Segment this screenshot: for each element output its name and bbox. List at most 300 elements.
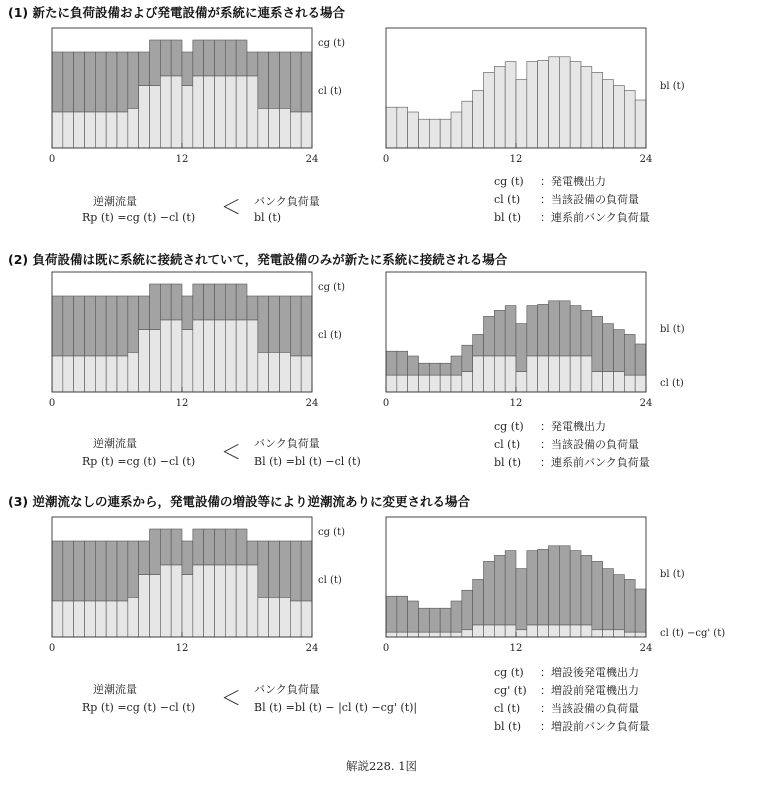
reverse-flow-eq-1: Rp (t) =cg (t) −cl (t)	[82, 211, 196, 224]
s2-low-bar-6	[451, 375, 462, 392]
s2-cl-bar-16	[225, 320, 236, 392]
s3-low-bar-20	[603, 630, 614, 637]
s1-cg-bar-13	[193, 40, 204, 76]
s2-low-bar-0	[386, 375, 397, 392]
s1-bl-bar-17	[570, 62, 581, 148]
s1-bl-bar-7	[462, 101, 473, 148]
s1-bl-bar-5	[440, 119, 451, 148]
s1-cg-bar-8	[139, 52, 150, 86]
s1-bl-label: bl (t)	[660, 81, 685, 93]
less-than-3: ＜	[221, 686, 241, 710]
s1-bl-bar-6	[451, 112, 462, 148]
bank-load-eq-2: Bl (t) =bl (t) −cl (t)	[254, 455, 361, 468]
legend-3-sym-3: bl (t)	[494, 720, 522, 733]
s1-bl-bar-4	[429, 119, 440, 148]
legend-2-sym-0: cg (t)	[494, 420, 524, 433]
s2-bl-bar-4	[429, 363, 440, 375]
s2-bl-bar-5	[440, 363, 451, 375]
s2-low-bar-14	[538, 356, 549, 392]
s1-cg-label: cg (t)	[318, 38, 346, 49]
s1-bl-bar-12	[516, 80, 527, 148]
s1-bl-bar-13	[527, 62, 538, 148]
s1-cg-bar-15	[215, 40, 226, 76]
legend-1-sym-1: cl (t)	[494, 193, 521, 206]
s3-cg-bar-18	[247, 541, 258, 565]
s2-cl-bar-20	[269, 352, 280, 392]
s2-low-bar-5	[440, 375, 451, 392]
s3-cl-bar-14	[204, 565, 215, 637]
s3-low-bar-22	[624, 632, 635, 637]
s1-right-tick-label-12: 12	[509, 154, 523, 165]
s3-bl-bar-15	[549, 546, 560, 625]
legend-2-sym-1: cl (t)	[494, 438, 521, 451]
s3-bl-bar-22	[624, 579, 635, 632]
s2-low-bar-18	[581, 356, 592, 392]
s3-cl-bar-18	[247, 565, 258, 637]
s3-bl-bar-10	[494, 555, 505, 625]
s3-low-bar-11	[505, 625, 516, 637]
s2-low-bar-4	[429, 375, 440, 392]
legend-3-sym-0: cg (t)	[494, 666, 524, 679]
s2-low-bar-9	[484, 356, 495, 392]
s1-left-tick-label-24: 24	[305, 154, 319, 165]
s1-cg-bar-0	[52, 52, 63, 112]
s2-cg-bar-12	[182, 296, 193, 330]
s1-cg-bar-21	[280, 52, 291, 108]
s2-cl-bar-14	[204, 320, 215, 392]
s3-low-bar-23	[635, 632, 646, 637]
s2-cl-bar-2	[74, 356, 85, 392]
s3-cg-bar-4	[95, 541, 106, 601]
s3-low-bar-8	[473, 625, 484, 637]
s2-cg-bar-10	[160, 284, 171, 320]
s2-right-tick-label-24: 24	[639, 398, 653, 409]
s3-cg-bar-19	[258, 541, 269, 597]
s2-low-bar-1	[397, 375, 408, 392]
s2-cl-bar-1	[63, 356, 74, 392]
s2-cl-bar-6	[117, 356, 128, 392]
s1-cg-bar-4	[95, 52, 106, 112]
bank-load-label-2: バンク負荷量	[254, 437, 320, 450]
s2-low-bar-7	[462, 372, 473, 392]
s3-low-bar-15	[549, 625, 560, 637]
s1-cl-bar-5	[106, 112, 117, 148]
s2-right-tick-label-12: 12	[509, 398, 523, 409]
s3-bl-bar-19	[592, 561, 603, 629]
s2-cg-bar-16	[225, 284, 236, 320]
s1-cg-bar-12	[182, 52, 193, 86]
legend-2-desc-1: ：当該設備の負荷量	[540, 438, 639, 451]
s3-low-bar-19	[592, 630, 603, 637]
s3-bl-label: bl (t)	[660, 569, 685, 580]
s1-left-tick-label-0: 0	[48, 154, 56, 165]
s3-cg-bar-0	[52, 541, 63, 601]
s2-low-bar-23	[635, 375, 646, 392]
s3-low-bar-10	[494, 625, 505, 637]
s2-cg-bar-2	[74, 296, 85, 356]
s2-low-bar-10	[494, 356, 505, 392]
s3-cl-bar-17	[236, 565, 247, 637]
reverse-flow-label-1: 逆潮流量	[93, 195, 137, 208]
s3-low-bar-17	[570, 625, 581, 637]
s3-bl-bar-6	[451, 601, 462, 632]
s1-cl-bar-4	[95, 112, 106, 148]
s3-cl-bar-23	[301, 601, 312, 637]
s3-cg-bar-10	[160, 529, 171, 565]
s1-bl-bar-11	[505, 62, 516, 148]
s2-low-bar-19	[592, 372, 603, 392]
s2-cg-bar-3	[85, 296, 96, 356]
s3-cl-bar-5	[106, 601, 117, 637]
s2-bl-bar-20	[603, 324, 614, 372]
s3-cl-bar-12	[182, 575, 193, 637]
s1-bl-bar-23	[635, 100, 646, 148]
s2-cg-bar-8	[139, 296, 150, 330]
s2-cg-bar-22	[290, 296, 301, 356]
s2-cg-bar-14	[204, 284, 215, 320]
s1-cg-bar-20	[269, 52, 280, 108]
legend-2-sym-2: bl (t)	[494, 456, 522, 469]
s3-low-bar-12	[516, 630, 527, 637]
bank-load-label-1: バンク負荷量	[254, 195, 320, 208]
s2-cg-bar-5	[106, 296, 117, 356]
s3-cl-bar-1	[63, 601, 74, 637]
s3-cl-bar-15	[215, 565, 226, 637]
s3-cl-bar-6	[117, 601, 128, 637]
reverse-flow-label-3: 逆潮流量	[93, 683, 137, 696]
s2-cl-bar-22	[290, 356, 301, 392]
s2-cg-bar-9	[150, 284, 161, 330]
s2-left-tick-label-0: 0	[48, 398, 56, 409]
s3-cg-bar-20	[269, 541, 280, 597]
s3-cg-bar-12	[182, 541, 193, 575]
s3-right-tick-label-0: 0	[382, 643, 390, 654]
s1-cg-bar-11	[171, 40, 182, 76]
s1-bl-bar-2	[408, 112, 419, 148]
s3-low-bar-16	[559, 625, 570, 637]
s3-low-bar-3	[419, 632, 430, 637]
s2-bl-bar-8	[473, 334, 484, 356]
s2-bl-bar-2	[408, 356, 419, 375]
s3-low-bar-14	[538, 625, 549, 637]
section-1-heading: (1) 新たに負荷設備および発電設備が系統に連系される場合	[8, 5, 345, 20]
s3-cl-bar-3	[85, 601, 96, 637]
less-than-2: ＜	[221, 440, 241, 464]
s1-cl-bar-7	[128, 108, 139, 148]
s3-cg-bar-6	[117, 541, 128, 601]
s2-cg-bar-1	[63, 296, 74, 356]
s1-bl-bar-9	[484, 72, 495, 148]
s3-cl-bar-4	[95, 601, 106, 637]
s3-left-tick-label-0: 0	[48, 643, 56, 654]
s3-cg-bar-7	[128, 541, 139, 597]
legend-1-desc-1: ：当該設備の負荷量	[540, 193, 639, 206]
s2-cl-bar-9	[150, 330, 161, 392]
s1-cl-bar-2	[74, 112, 85, 148]
legend-3-desc-3: ：増設前バンク負荷量	[540, 720, 650, 733]
s2-low-bar-20	[603, 372, 614, 392]
s3-cg-bar-21	[280, 541, 291, 597]
s3-low-bar-4	[429, 632, 440, 637]
s2-cg-bar-4	[95, 296, 106, 356]
s2-cl-label: cl (t)	[660, 378, 684, 389]
s1-bl-bar-15	[549, 57, 560, 148]
s3-cl-bar-10	[160, 565, 171, 637]
s2-cg-bar-21	[280, 296, 291, 352]
s3-bl-bar-12	[516, 569, 527, 630]
s3-cg-label: cg (t)	[318, 527, 346, 538]
s2-cg-bar-19	[258, 296, 269, 352]
s1-cl-bar-23	[301, 112, 312, 148]
s1-cl-bar-19	[258, 108, 269, 148]
s2-cl-bar-18	[247, 320, 258, 392]
s3-bl-bar-1	[397, 596, 408, 632]
s2-cl-label: cl (t)	[318, 330, 342, 341]
legend-2-desc-0: ：発電機出力	[540, 420, 606, 433]
s3-bl-bar-14	[538, 549, 549, 625]
s3-bl-bar-21	[614, 575, 625, 630]
s3-low-bar-1	[397, 632, 408, 637]
s1-cg-bar-6	[117, 52, 128, 112]
s1-bl-bar-19	[592, 72, 603, 148]
s1-cl-bar-18	[247, 76, 258, 148]
s1-cl-bar-16	[225, 76, 236, 148]
s3-bl-bar-23	[635, 589, 646, 632]
s3-cg-bar-23	[301, 541, 312, 601]
s1-cl-bar-1	[63, 112, 74, 148]
s1-cl-bar-17	[236, 76, 247, 148]
legend-1-sym-0: cg (t)	[494, 175, 524, 188]
s1-cl-bar-21	[280, 108, 291, 148]
s1-cg-bar-10	[160, 40, 171, 76]
s2-bl-bar-14	[538, 304, 549, 356]
s1-bl-bar-10	[494, 66, 505, 148]
s1-cl-bar-11	[171, 76, 182, 148]
s2-bl-bar-0	[386, 351, 397, 375]
s2-cl-bar-11	[171, 320, 182, 392]
s3-cl-bar-22	[290, 601, 301, 637]
s1-bl-bar-8	[473, 90, 484, 148]
s2-bl-bar-22	[624, 334, 635, 375]
s2-low-bar-8	[473, 356, 484, 392]
s2-cl-bar-13	[193, 320, 204, 392]
s1-cg-bar-23	[301, 52, 312, 112]
s3-bl-bar-11	[505, 551, 516, 625]
s2-cl-bar-19	[258, 352, 269, 392]
s1-cg-bar-17	[236, 40, 247, 76]
s3-cg-bar-2	[74, 541, 85, 601]
s1-bl-bar-16	[559, 57, 570, 148]
s1-cg-bar-18	[247, 52, 258, 76]
s2-cl-bar-10	[160, 320, 171, 392]
s3-cl-bar-2	[74, 601, 85, 637]
s2-cg-bar-0	[52, 296, 63, 356]
s2-bl-bar-23	[635, 344, 646, 375]
s2-cl-bar-21	[280, 352, 291, 392]
s2-bl-bar-16	[559, 301, 570, 356]
s3-bl-bar-8	[473, 579, 484, 625]
s1-left-tick-label-12: 12	[175, 154, 189, 165]
s2-left-tick-label-24: 24	[305, 398, 319, 409]
s2-bl-label: bl (t)	[660, 324, 685, 335]
s3-low-bar-0	[386, 632, 397, 637]
s2-bl-bar-15	[549, 301, 560, 356]
s1-cl-bar-22	[290, 112, 301, 148]
legend-2-desc-2: ：連系前バンク負荷量	[540, 456, 650, 469]
s1-cl-bar-12	[182, 86, 193, 148]
legend-1-sym-2: bl (t)	[494, 211, 522, 224]
s3-cg-bar-14	[204, 529, 215, 565]
reverse-flow-eq-3: Rp (t) =cg (t) −cl (t)	[82, 701, 196, 714]
s3-left-tick-label-12: 12	[175, 643, 189, 654]
s3-right-tick-label-12: 12	[509, 643, 523, 654]
s1-bl-bar-20	[603, 80, 614, 148]
s3-cl-bar-20	[269, 597, 280, 637]
s1-cg-bar-16	[225, 40, 236, 76]
s1-cl-bar-15	[215, 76, 226, 148]
s1-bl-bar-0	[386, 107, 397, 148]
s1-cg-bar-9	[150, 40, 161, 86]
bank-load-eq-3: Bl (t) =bl (t) − |cl (t) −cg' (t)|	[254, 701, 418, 714]
s3-cg-bar-3	[85, 541, 96, 601]
s2-cl-bar-4	[95, 356, 106, 392]
s3-cl-label: cl (t)	[318, 575, 342, 586]
s3-bl-bar-2	[408, 601, 419, 632]
s2-low-bar-16	[559, 356, 570, 392]
s1-cg-bar-1	[63, 52, 74, 112]
s2-cl-bar-23	[301, 356, 312, 392]
s3-bl-bar-3	[419, 608, 430, 632]
s2-bl-bar-18	[581, 310, 592, 356]
s3-bl-bar-17	[570, 551, 581, 625]
s3-bl-bar-20	[603, 569, 614, 630]
s3-cg-bar-9	[150, 529, 161, 575]
s3-low-bar-6	[451, 632, 462, 637]
s3-bl-bar-9	[484, 561, 495, 625]
reverse-flow-eq-2: Rp (t) =cg (t) −cl (t)	[82, 455, 196, 468]
s3-cl-bar-9	[150, 575, 161, 637]
s3-cl-bar-19	[258, 597, 269, 637]
s2-low-bar-12	[516, 372, 527, 392]
s1-cl-bar-6	[117, 112, 128, 148]
s3-cl-bar-7	[128, 597, 139, 637]
s1-cl-bar-0	[52, 112, 63, 148]
s1-bl-bar-21	[614, 86, 625, 148]
s2-cg-label: cg (t)	[318, 282, 346, 293]
s1-bl-bar-1	[397, 107, 408, 148]
s2-cg-bar-20	[269, 296, 280, 352]
s2-cg-bar-23	[301, 296, 312, 356]
s1-right-tick-label-0: 0	[382, 154, 390, 165]
s1-bl-bar-18	[581, 66, 592, 148]
s3-left-tick-label-24: 24	[305, 643, 319, 654]
s1-cl-bar-3	[85, 112, 96, 148]
s3-cg-bar-16	[225, 529, 236, 565]
s3-bl-bar-7	[462, 590, 473, 630]
section-2-heading: (2) 負荷設備は既に系統に接続されていて，発電設備のみが新たに系統に接続される場合	[8, 252, 508, 267]
s1-bl-bar-3	[419, 119, 430, 148]
s2-bl-bar-9	[484, 316, 495, 356]
s2-low-bar-22	[624, 375, 635, 392]
s3-bl-bar-0	[386, 596, 397, 632]
s3-bl-bar-4	[429, 608, 440, 632]
s3-clcg-label: cl (t) −cg' (t)	[660, 627, 726, 639]
s3-bl-bar-5	[440, 608, 451, 632]
s2-low-bar-3	[419, 375, 430, 392]
s3-bl-bar-18	[581, 555, 592, 625]
s2-low-bar-21	[614, 372, 625, 392]
s2-bl-bar-19	[592, 316, 603, 371]
bank-load-label-3: バンク負荷量	[254, 683, 320, 696]
legend-1-desc-2: ：連系前バンク負荷量	[540, 211, 650, 224]
s2-cl-bar-0	[52, 356, 63, 392]
s1-right-tick-label-24: 24	[639, 154, 653, 165]
s3-cl-bar-16	[225, 565, 236, 637]
s1-cg-bar-22	[290, 52, 301, 112]
legend-3-desc-0: ：増設後発電機出力	[540, 666, 639, 679]
s2-cg-bar-6	[117, 296, 128, 356]
s3-low-bar-9	[484, 625, 495, 637]
s2-left-tick-label-12: 12	[175, 398, 189, 409]
s3-cg-bar-17	[236, 529, 247, 565]
s1-cg-bar-7	[128, 52, 139, 108]
s3-cg-bar-11	[171, 529, 182, 565]
s3-cl-bar-11	[171, 565, 182, 637]
s2-cl-bar-5	[106, 356, 117, 392]
s1-cg-bar-2	[74, 52, 85, 112]
s2-bl-bar-10	[494, 310, 505, 356]
s2-bl-bar-11	[505, 306, 516, 356]
s2-low-bar-13	[527, 356, 538, 392]
s2-cl-bar-17	[236, 320, 247, 392]
figure-caption: 解説228. 1図	[345, 759, 418, 773]
s3-low-bar-7	[462, 630, 473, 637]
s2-cg-bar-18	[247, 296, 258, 320]
s1-bl-bar-14	[538, 60, 549, 148]
s3-low-bar-18	[581, 625, 592, 637]
s2-bl-bar-1	[397, 351, 408, 375]
s2-cl-bar-12	[182, 330, 193, 392]
s2-bl-bar-12	[516, 324, 527, 372]
legend-1-desc-0: ：発電機出力	[540, 175, 606, 188]
s3-cl-bar-8	[139, 575, 150, 637]
legend-3-sym-2: cl (t)	[494, 702, 521, 715]
s2-cg-bar-7	[128, 296, 139, 352]
s2-bl-bar-6	[451, 356, 462, 375]
s2-bl-bar-13	[527, 306, 538, 356]
s1-bl-bar-22	[624, 90, 635, 148]
bank-load-eq-1: bl (t)	[254, 211, 282, 224]
s3-cl-bar-0	[52, 601, 63, 637]
less-than-1: ＜	[221, 195, 241, 219]
s3-low-bar-21	[614, 630, 625, 637]
s2-bl-bar-17	[570, 306, 581, 356]
s2-bl-bar-7	[462, 345, 473, 371]
s2-cg-bar-11	[171, 284, 182, 320]
s3-cg-bar-1	[63, 541, 74, 601]
legend-3-desc-1: ：増設前発電機出力	[540, 684, 639, 697]
s1-cl-bar-8	[139, 86, 150, 148]
s2-low-bar-2	[408, 375, 419, 392]
s1-cg-bar-5	[106, 52, 117, 112]
legend-3-desc-2: ：当該設備の負荷量	[540, 702, 639, 715]
s3-bl-bar-13	[527, 551, 538, 625]
s2-low-bar-15	[549, 356, 560, 392]
s1-cg-bar-14	[204, 40, 215, 76]
s2-cg-bar-13	[193, 284, 204, 320]
s2-low-bar-17	[570, 356, 581, 392]
s1-cl-bar-13	[193, 76, 204, 148]
